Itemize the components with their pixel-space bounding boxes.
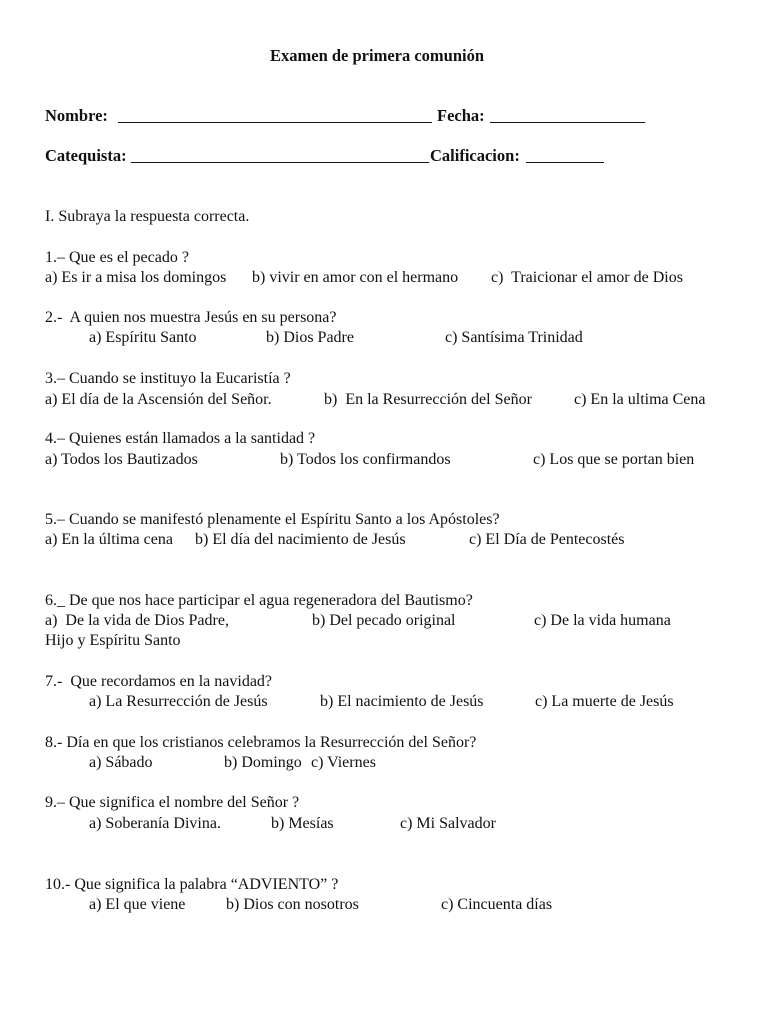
fecha-label: Fecha: (437, 106, 485, 125)
question-1: 1.– Que es el pecado ? (45, 249, 189, 266)
q3-option-b[interactable]: b) En la Resurrección del Señor (324, 391, 532, 408)
q3-option-c[interactable]: c) En la ultima Cena (574, 391, 706, 408)
page-title: Examen de primera comunión (270, 46, 485, 65)
q2-option-a[interactable]: a) Espíritu Santo (89, 329, 197, 346)
q6-option-b[interactable]: b) Del pecado original (312, 612, 456, 629)
question-9: 9.– Que significa el nombre del Señor ? (45, 794, 300, 811)
catequista-blank-line[interactable] (131, 162, 429, 163)
q5-option-a[interactable]: a) En la última cena (45, 531, 173, 548)
q6-option-a-continued[interactable]: Hijo y Espíritu Santo (45, 632, 181, 649)
nombre-blank-line[interactable] (118, 122, 432, 123)
q5-option-c[interactable]: c) El Día de Pentecostés (469, 531, 625, 548)
calificacion-blank-line[interactable] (526, 162, 604, 163)
q5-option-b[interactable]: b) El día del nacimiento de Jesús (195, 531, 406, 548)
q7-option-a[interactable]: a) La Resurrección de Jesús (89, 693, 268, 710)
q2-option-c[interactable]: c) Santísima Trinidad (445, 329, 583, 346)
q7-option-b[interactable]: b) El nacimiento de Jesús (320, 693, 484, 710)
q9-option-c[interactable]: c) Mi Salvador (400, 815, 496, 832)
q1-option-a[interactable]: a) Es ir a misa los domingos (45, 269, 227, 286)
q8-option-c[interactable]: c) Viernes (311, 754, 376, 771)
q2-option-b[interactable]: b) Dios Padre (266, 329, 354, 346)
q4-option-c[interactable]: c) Los que se portan bien (533, 451, 695, 468)
catequista-label: Catequista: (45, 146, 127, 165)
q8-option-b[interactable]: b) Domingo (224, 754, 302, 771)
question-10: 10.- Que significa la palabra “ADVIENTO” ? (45, 876, 339, 893)
question-7: 7.- Que recordamos en la navidad? (45, 673, 273, 690)
question-8: 8.- Día en que los cristianos celebramos la Resurrección del Señor? (45, 734, 477, 751)
question-5: 5.– Cuando se manifestó plenamente el Espíritu Santo a los Apóstoles? (45, 511, 500, 528)
q10-option-b[interactable]: b) Dios con nosotros (226, 896, 359, 913)
q9-option-b[interactable]: b) Mesías (271, 815, 334, 832)
question-2: 2.- A quien nos muestra Jesús en su persona? (45, 309, 337, 326)
q1-option-b[interactable]: b) vivir en amor con el hermano (252, 269, 459, 286)
q10-option-c[interactable]: c) Cincuenta días (441, 896, 553, 913)
instruction-text: I. Subraya la respuesta correcta. (45, 208, 250, 225)
q6-option-a[interactable]: a) De la vida de Dios Padre, (45, 612, 229, 629)
q10-option-a[interactable]: a) El que viene (89, 896, 186, 913)
q6-option-c[interactable]: c) De la vida humana (534, 612, 671, 629)
q9-option-a[interactable]: a) Soberanía Divina. (89, 815, 221, 832)
question-4: 4.– Quienes están llamados a la santidad ? (45, 430, 316, 447)
q3-option-a[interactable]: a) El día de la Ascensión del Señor. (45, 391, 272, 408)
question-6: 6._ De que nos hace participar el agua regeneradora del Bautismo? (45, 592, 473, 609)
q7-option-c[interactable]: c) La muerte de Jesús (535, 693, 674, 710)
q8-option-a[interactable]: a) Sábado (89, 754, 153, 771)
fecha-blank-line[interactable] (490, 122, 645, 123)
q1-option-c[interactable]: c) Traicionar el amor de Dios (491, 269, 683, 286)
calificacion-label: Calificacion: (430, 146, 520, 165)
q4-option-a[interactable]: a) Todos los Bautizados (45, 451, 198, 468)
nombre-label: Nombre: (45, 106, 108, 125)
q4-option-b[interactable]: b) Todos los confirmandos (280, 451, 451, 468)
question-3: 3.– Cuando se instituyo la Eucaristía ? (45, 370, 291, 387)
